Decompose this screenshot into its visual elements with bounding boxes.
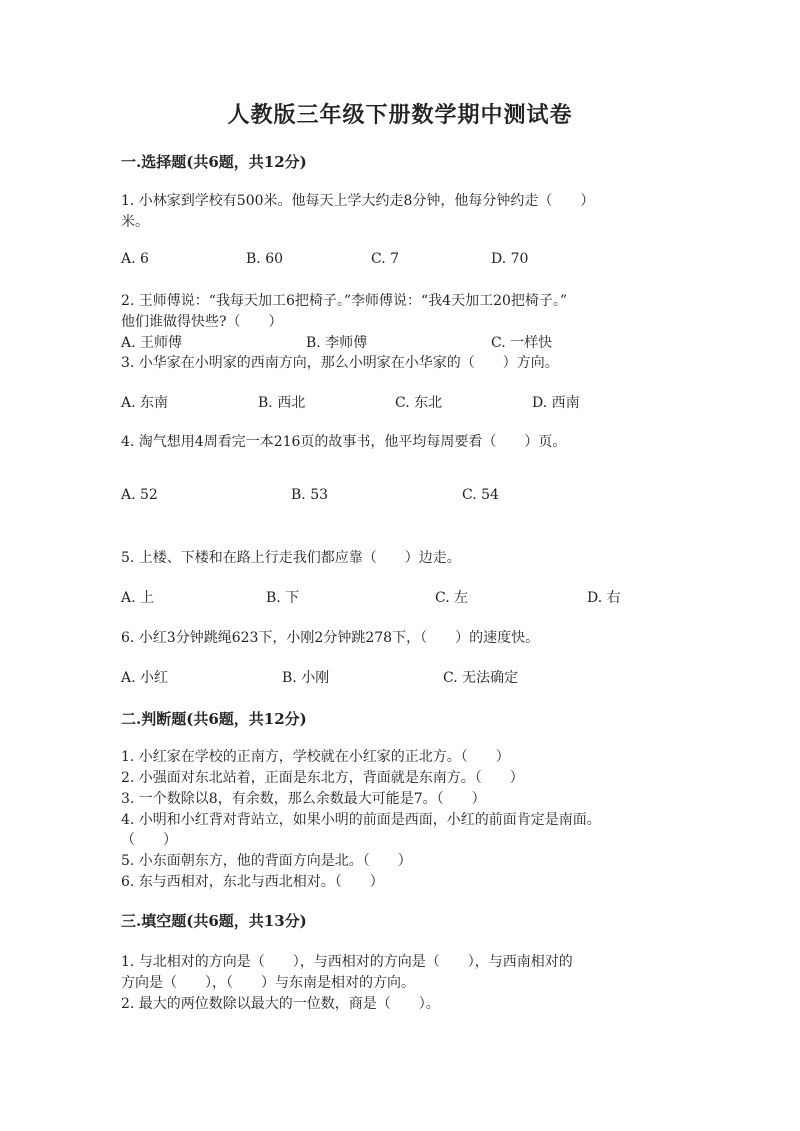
question-4-text: 4. 淘气想用4周看完一本216页的故事书，他平均每周要看（ ）页。 <box>121 434 567 450</box>
fill-blank-line: 1. 与北相对的方向是（ ），与西相对的方向是（ ），与西南相对的 <box>121 954 573 970</box>
q3-option-d: D. 西南 <box>532 395 580 411</box>
question-5-text: 5. 上楼、下楼和在路上行走我们都应靠（ ）边走。 <box>121 550 461 566</box>
q1-option-a: A. 6 <box>121 251 149 267</box>
q2-option-b: B. 李师傅 <box>306 335 368 351</box>
judgement-line: 4. 小明和小红背对背站立，如果小明的前面是西面，小红的前面肯定是南面。 <box>121 812 601 828</box>
question-2-text: 2. 王师傅说：“我每天加工6把椅子。”李师傅说：“我4天加工20把椅子。” <box>121 293 568 309</box>
judgement-line: 1. 小红家在学校的正南方，学校就在小红家的正北方。（ ） <box>121 749 510 765</box>
q2-option-a: A. 王师傅 <box>121 335 183 351</box>
q5-option-b: B. 下 <box>266 590 300 606</box>
question-1-text: 1. 小林家到学校有500米。他每天上学大约走8分钟，他每分钟约走（ ） <box>121 193 595 209</box>
q6-option-b: B. 小刚 <box>282 670 330 686</box>
q1-option-c: C. 7 <box>371 251 400 267</box>
question-2-text-cont: 他们谁做得快些?（ ） <box>121 314 283 330</box>
q2-option-c: C. 一样快 <box>491 335 553 351</box>
q4-option-a: A. 52 <box>121 487 158 503</box>
section-heading-judgement: 二.判断题(共6题，共12分) <box>121 710 307 728</box>
fill-blank-line: 2. 最大的两位数除以最大的一位数，商是（ ）。 <box>121 996 440 1012</box>
q5-option-d: D. 右 <box>587 590 621 606</box>
section-heading-choice: 一.选择题(共6题，共12分) <box>121 153 307 171</box>
q3-option-a: A. 东南 <box>121 395 169 411</box>
section-heading-fill-blank: 三.填空题(共6题，共13分) <box>121 912 307 930</box>
q5-option-a: A. 上 <box>121 590 155 606</box>
question-6-text: 6. 小红3分钟跳绳623下，小刚2分钟跳278下，（ ）的速度快。 <box>121 630 540 646</box>
q6-option-a: A. 小红 <box>121 670 169 686</box>
question-1-text-cont: 米。 <box>121 214 149 230</box>
judgement-line: 6. 东与西相对，东北与西北相对。（ ） <box>121 874 384 890</box>
judgement-line: 2. 小强面对东北站着，正面是东北方，背面就是东南方。（ ） <box>121 770 524 786</box>
q1-option-d: D. 70 <box>491 251 529 267</box>
q3-option-b: B. 西北 <box>258 395 306 411</box>
q3-option-c: C. 东北 <box>395 395 443 411</box>
q6-option-c: C. 无法确定 <box>443 670 519 686</box>
fill-blank-line: 方向是（ ），（ ）与东南是相对的方向。 <box>121 975 415 991</box>
page-title: 人教版三年级下册数学期中测试卷 <box>227 102 573 128</box>
judgement-line: 3. 一个数除以8，有余数，那么余数最大可能是7。（ ） <box>121 791 486 807</box>
q4-option-b: B. 53 <box>291 487 329 503</box>
question-3-text: 3. 小华家在小明家的西南方向，那么小明家在小华家的（ ）方向。 <box>121 355 559 371</box>
judgement-line: （ ） <box>121 832 177 848</box>
q1-option-b: B. 60 <box>246 251 284 267</box>
q5-option-c: C. 左 <box>435 590 469 606</box>
q4-option-c: C. 54 <box>462 487 499 503</box>
judgement-line: 5. 小东面朝东方，他的背面方向是北。（ ） <box>121 853 412 869</box>
